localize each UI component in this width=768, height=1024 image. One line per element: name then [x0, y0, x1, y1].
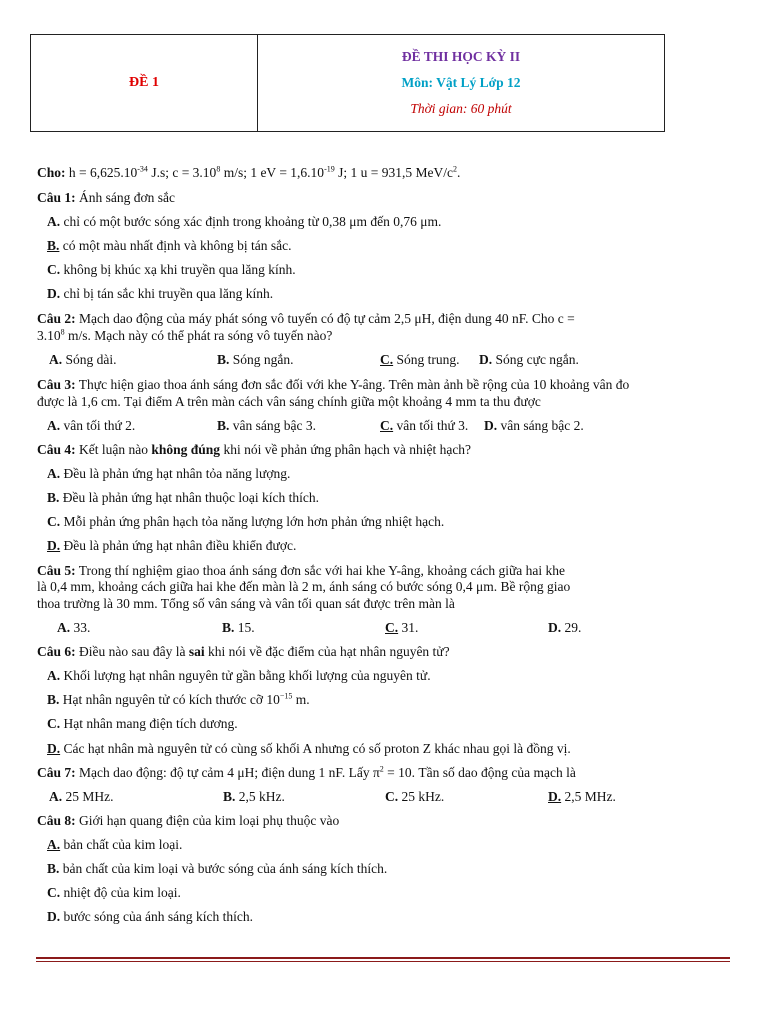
footer-divider [36, 957, 730, 962]
q8-option-b[interactable]: B. bản chất của kim loại và bước sóng của ánh sáng kích thích. [47, 861, 388, 876]
q2-option-c[interactable]: C. Sóng trung. [380, 352, 460, 367]
q5-option-a[interactable]: A. 33. [57, 620, 91, 635]
q2-option-b[interactable]: B. Sóng ngắn. [217, 352, 294, 367]
exam-header [30, 34, 665, 132]
q6-option-b[interactable]: B. Hạt nhân nguyên tử có kích thước cỡ $10^{-15}$ m. [47, 691, 310, 707]
question-4: Câu 4: Kết luận nào không đúng khi nói về phản ứng phân hạch và nhiệt hạch? [37, 442, 472, 457]
question-8: Câu 8: Giới hạn quang điện của kim loại phụ thuộc vào [37, 813, 340, 828]
q3-option-c[interactable]: C. vân tối thứ 3. [380, 418, 469, 433]
exam-time: Thời gian: 60 phút [410, 101, 512, 116]
exam-code-cell [31, 35, 258, 131]
exam-code: ĐỀ 1 [129, 75, 159, 90]
q7-option-d[interactable]: D. 2,5 MHz. [548, 789, 616, 804]
question-2: Câu 2: Mạch dao động của máy phát sóng vô tuyến có độ tự cảm 2,5 μH, điện dung 40 nF. Cho c = [37, 311, 575, 326]
q5-option-c[interactable]: C. 31. [385, 620, 419, 635]
q2-option-d[interactable]: D. Sóng cực ngắn. [479, 352, 579, 367]
q8-option-c[interactable]: C. nhiệt độ của kim loại. [47, 885, 181, 900]
q4-option-d[interactable]: D. Đều là phản ứng hạt nhân điều khiển được. [47, 538, 297, 553]
q4-option-a[interactable]: A. Đều là phản ứng hạt nhân tỏa năng lượng. [47, 466, 291, 481]
q5-option-d[interactable]: D. 29. [548, 620, 582, 635]
constants-line: Cho: $h = 6,625.10^{-34}$ J.s; $c = 3.10^8$ m/s; 1 eV = $1,6.10^{-19}$ J; 1 u = 931,5 MeV/$c^2$. [37, 164, 461, 180]
q3-option-a[interactable]: A. vân tối thứ 2. [47, 418, 136, 433]
q4-option-b[interactable]: B. Đều là phản ứng hạt nhân thuộc loại kích thích. [47, 490, 320, 505]
q1-option-c[interactable]: C. không bị khúc xạ khi truyền qua lăng kính. [47, 262, 296, 277]
q3-option-b[interactable]: B. vân sáng bậc 3. [217, 418, 316, 433]
question-1: Câu 1: Ánh sáng đơn sắc [37, 190, 176, 205]
q7-option-a[interactable]: A. 25 MHz. [49, 789, 114, 804]
q1-option-a[interactable]: A. chỉ có một bước sóng xác định trong khoảng từ 0,38 μm đến 0,76 μm. [47, 214, 442, 229]
q6-option-a[interactable]: A. Khối lượng hạt nhân nguyên tử gần bằng khối lượng của nguyên tử. [47, 668, 431, 683]
question-7: Câu 7: Mạch dao động: độ tự cảm 4 μH; điện dung 1 nF. Lấy $\pi^2 = 10$. Tần số dao động của mạch là [37, 764, 576, 780]
q2-option-a[interactable]: A. Sóng dài. [49, 352, 117, 367]
q1-option-d[interactable]: D. chỉ bị tán sắc khi truyền qua lăng kính. [47, 286, 274, 301]
q6-option-c[interactable]: C. Hạt nhân mang điện tích dương. [47, 716, 238, 731]
q4-option-c[interactable]: C. Mỗi phản ứng phân hạch tỏa năng lượng lớn hơn phản ứng nhiệt hạch. [47, 514, 445, 529]
q7-option-c[interactable]: C. 25 kHz. [385, 789, 445, 804]
q1-option-b[interactable]: B. có một màu nhất định và không bị tán sắc. [47, 238, 292, 253]
question-2-cont: 3.10$^8$ m/s. Mạch này có thể phát ra sóng vô tuyến nào? [37, 327, 333, 343]
question-6: Câu 6: Điều nào sau đây là sai khi nói về đặc điểm của hạt nhân nguyên tử? [37, 644, 450, 659]
question-5-cont: là 0,4 mm, khoảng cách giữa hai khe đến màn là 2 m, ánh sáng có bước sóng 0,4 μm. Bề rộng giao [37, 579, 571, 594]
q6-option-d[interactable]: D. Các hạt nhân mà nguyên tử có cùng số khối A nhưng có số proton Z khác nhau gọi là đồng vị. [47, 741, 571, 756]
q8-option-a[interactable]: A. bản chất của kim loại. [47, 837, 183, 852]
question-5: Câu 5: Trong thí nghiệm giao thoa ánh sáng đơn sắc với hai khe Y-âng, khoảng cách giữa hai khe [37, 563, 566, 578]
exam-title-cell [258, 35, 664, 131]
q7-option-b[interactable]: B. 2,5 kHz. [223, 789, 285, 804]
exam-subject: Môn: Vật Lý Lớp 12 [401, 75, 521, 90]
question-5-cont2: thoa trường là 30 mm. Tổng số vân sáng và vân tối quan sát được trên màn là [37, 596, 455, 611]
question-3: Câu 3: Thực hiện giao thoa ánh sáng đơn sắc đối với khe Y-âng. Trên màn ảnh bề rộng của 10 khoảng vân đo [37, 377, 630, 392]
exam-title: ĐỀ THI HỌC KỲ II [401, 49, 521, 64]
q8-option-d[interactable]: D. bước sóng của ánh sáng kích thích. [47, 909, 254, 924]
q5-option-b[interactable]: B. 15. [222, 620, 255, 635]
q3-option-d[interactable]: D. vân sáng bậc 2. [484, 418, 584, 433]
question-3-cont: được là 1,6 cm. Tại điểm A trên màn cách vân sáng chính giữa một khoảng 4 mm ta thu được [37, 394, 541, 409]
